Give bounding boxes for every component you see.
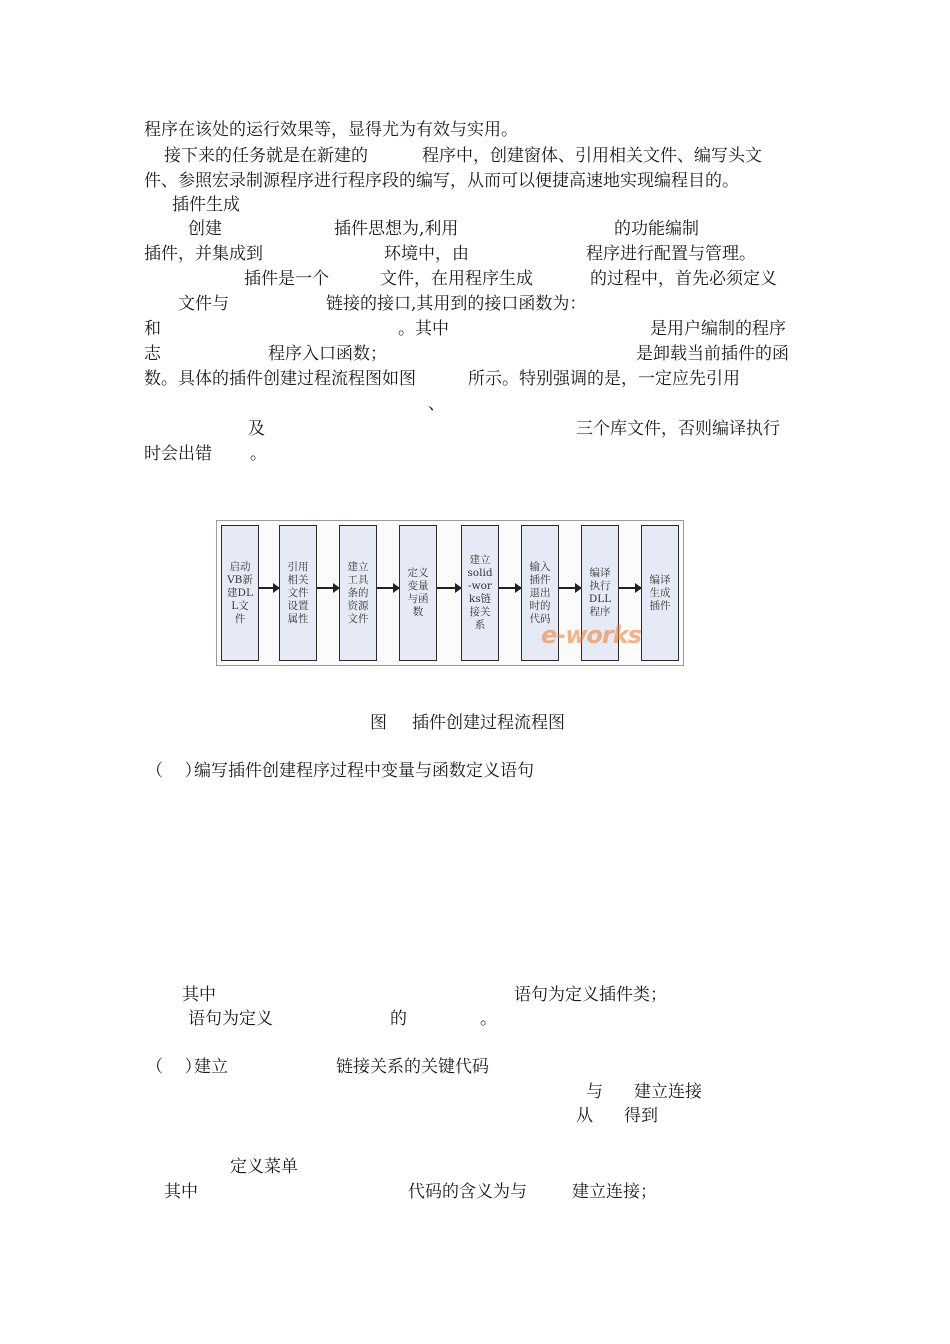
flow-arrow [499,587,521,589]
body-line: 件、参照宏录制源程序进行程序段的编写，从而可以便捷高速地实现编程目的。 [144,171,739,191]
code-comment: 得到 [624,1106,658,1126]
body-line: 和 [144,319,161,339]
section-number: （ ） [146,1057,202,1077]
body-line: 时会出错 [144,444,212,464]
body-line: 。 [480,1009,497,1029]
section-title: 链接关系的关键代码 [336,1057,489,1077]
body-line: 程序中，创建窗体、引用相关文件、编写头文 [422,146,762,166]
flow-arrow [559,587,581,589]
body-line: 的过程中，首先必须定义 [590,269,777,289]
body-line: 是卸载当前插件的函 [636,344,789,364]
flow-step: 输入插件退出时的代码 [521,525,559,661]
body-line: 其中 [164,1182,198,1202]
body-line: 是用户编制的程序 [650,319,786,339]
body-line: 环境中，由 [384,244,469,264]
code-comment: 与 [586,1082,603,1102]
code-comment: 从 [576,1106,593,1126]
body-line: 建立连接； [572,1182,657,1202]
body-line: 程序在该处的运行效果等，显得尤为有效与实用。 [144,120,518,140]
plugin-flowchart [216,520,684,666]
body-line: 数。具体的插件创建过程流程图如图 [144,369,416,389]
body-line: 语句为定义 [188,1009,273,1029]
body-line: 程序入口函数； [268,344,387,364]
flow-step: 引用相关文件设置属性 [279,525,317,661]
body-line: 、 [428,394,445,414]
flow-arrow [619,587,641,589]
body-line: 程序进行配置与管理。 [586,244,756,264]
eworks-watermark: e-works [541,621,641,649]
body-line: 其中 [182,985,216,1005]
body-line: 所示。特别强调的是，一定应先引用 [468,369,740,389]
body-line: 创建 [188,219,222,239]
body-line: 接下来的任务就是在新建的 [164,146,368,166]
body-line: 及 [248,419,265,439]
section-number: （ ） [146,761,202,781]
body-line: 语句为定义插件类； [514,985,667,1005]
flow-step: 定义变量与函数 [399,525,437,661]
flow-step: 编译生成插件 [641,525,679,661]
body-line: 插件是一个 [244,269,329,289]
body-line: 。 [250,444,267,464]
flow-arrow [259,587,279,589]
section-heading: 插件生成 [172,195,240,215]
body-line: 志 [144,344,161,364]
flow-step: 编译执行DLL程序 [581,525,619,661]
body-line: 文件，在用程序生成 [380,269,533,289]
body-line: 代码的含义为与 [408,1182,527,1202]
flow-step: 建立solid-works链接关系 [461,525,499,661]
flow-step: 启动VB新建DLL文件 [221,525,259,661]
flow-arrow [437,587,461,589]
flow-step: 建立工具条的资源文件 [339,525,377,661]
flow-arrow [317,587,339,589]
flow-arrow [377,587,399,589]
figure-caption: 插件创建过程流程图 [412,713,565,733]
body-line: 的 [390,1009,407,1029]
code-comment: 建立连接 [634,1082,702,1102]
body-line: 三个库文件，否则编译执行 [576,419,780,439]
body-line: 。其中 [398,319,449,339]
code-comment: 定义菜单 [230,1157,298,1177]
section-title: 编写插件创建程序过程中变量与函数定义语句 [194,761,534,781]
body-line: 插件，并集成到 [144,244,263,264]
body-line: 文件与 [178,294,229,314]
section-title: 建立 [194,1057,228,1077]
body-line: 的功能编制 [614,219,699,239]
figure-caption-label: 图 [370,713,387,733]
body-line: 插件思想为,利用 [334,219,459,239]
body-line: 链接的接口,其用到的接口函数为： [326,294,587,314]
